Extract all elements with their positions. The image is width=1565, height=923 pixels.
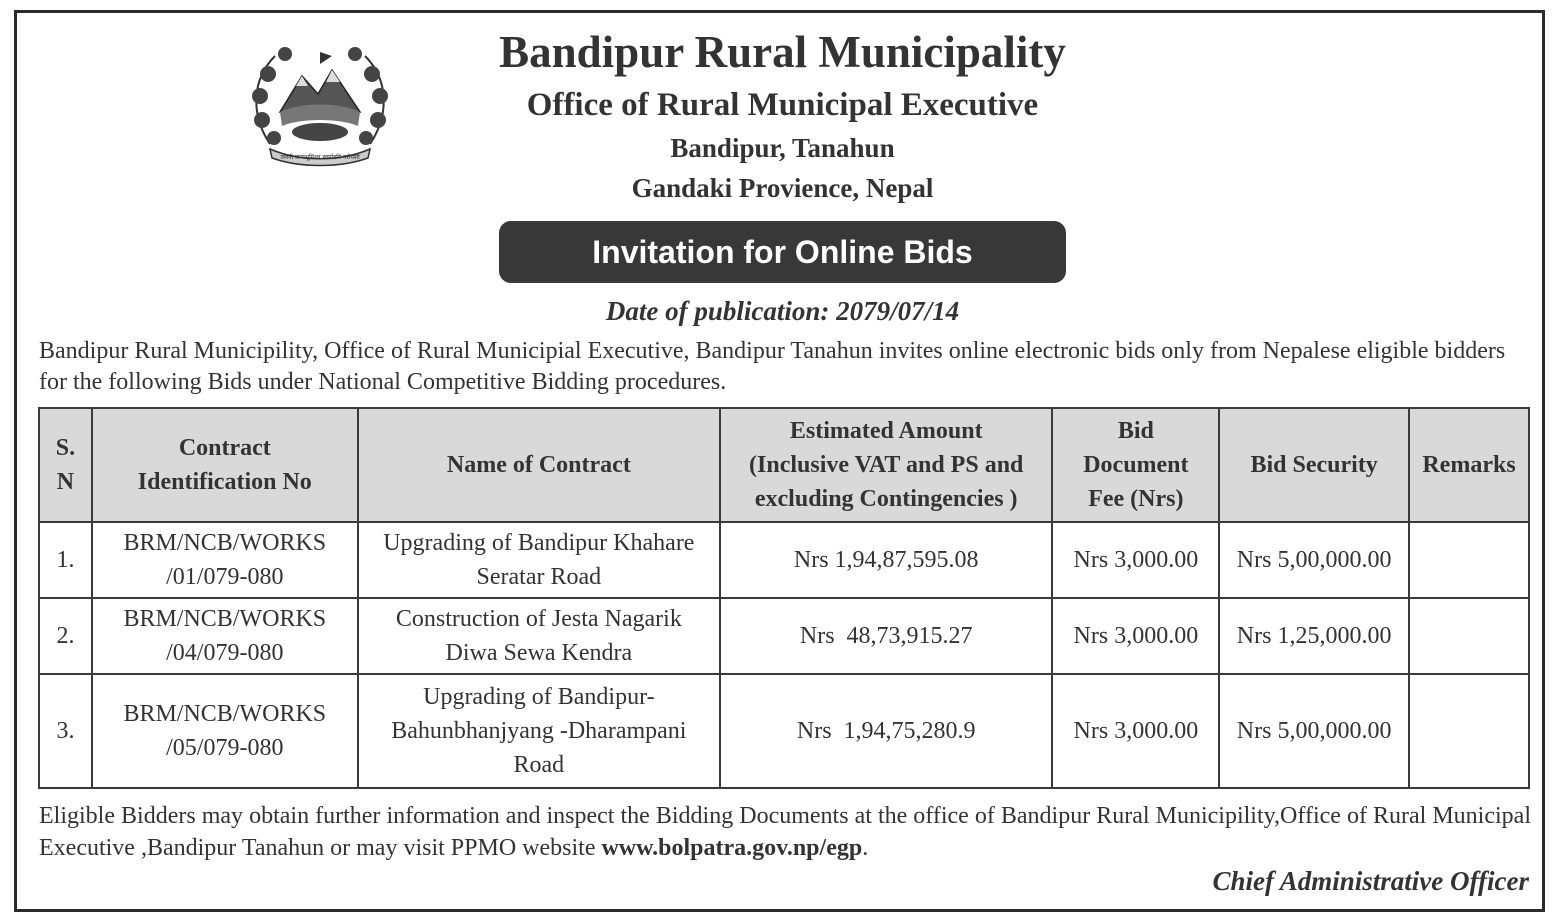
cell-fee: Nrs 3,000.00	[1052, 598, 1219, 674]
bids-table	[38, 407, 1530, 789]
cell-contract-id: BRM/NCB/WORKS /05/079-080	[92, 674, 358, 788]
cell-contract-id: BRM/NCB/WORKS /04/079-080	[92, 598, 358, 674]
signatory-title: Chief Administrative Officer	[1212, 866, 1529, 896]
header-sn: S. N	[39, 408, 92, 522]
cell-contract-name: Upgrading of Bandipur Khahare Seratar Road	[358, 522, 720, 598]
header-bid-security: Bid Security	[1219, 408, 1409, 522]
cell-remarks	[1409, 674, 1529, 788]
header-remarks: Remarks	[1409, 408, 1529, 522]
cell-remarks	[1409, 522, 1529, 598]
footer-text: Eligible Bidders may obtain further information and inspect the Bidding Documents at the office of Bandipur Rural Municipility,Office of Rural Municipal Executive ,Bandipur Tanahun or may visit PPMO website	[39, 803, 1531, 861]
address-line-1: Bandipur, Tanahun	[670, 133, 895, 163]
header-bid-document-fee: Bid Document Fee (Nrs)	[1052, 408, 1219, 522]
office-name: Office of Rural Municipal Executive	[526, 87, 1039, 123]
table-row	[39, 522, 1529, 598]
cell-contract-name: Upgrading of Bandipur- Bahunbhanjyang -Dharampani Road	[358, 674, 720, 788]
org-name: Bandipur Rural Municipality	[499, 27, 1066, 77]
cell-fee: Nrs 3,000.00	[1052, 522, 1219, 598]
publication-date: Date of publication: 2079/07/14	[605, 296, 960, 326]
header-estimated-amount: Estimated Amount (Inclusive VAT and PS and excluding Contingencies )	[720, 408, 1052, 522]
header-contract-name: Name of Contract	[358, 408, 720, 522]
cell-sn: 2.	[39, 598, 92, 674]
cell-security: Nrs 5,00,000.00	[1219, 522, 1409, 598]
ppmo-website-link[interactable]: www.bolpatra.gov.np/egp	[601, 835, 863, 861]
cell-sn: 1.	[39, 522, 92, 598]
footer-end: .	[862, 835, 869, 861]
cell-contract-name: Construction of Jesta Nagarik Diwa Sewa Kendra	[358, 598, 720, 674]
notice-title-banner: Invitation for Online Bids	[499, 221, 1066, 283]
header-contract-id: Contract Identification No	[92, 408, 358, 522]
table-header-row	[39, 408, 1529, 522]
cell-contract-id: BRM/NCB/WORKS /01/079-080	[92, 522, 358, 598]
table-row	[39, 674, 1529, 788]
emblem-motto: जननी जन्मभूमिश्च स्वर्गादपि गरीयसी	[280, 154, 360, 161]
cell-fee: Nrs 3,000.00	[1052, 674, 1219, 788]
cell-amount: Nrs 1,94,87,595.08	[720, 522, 1052, 598]
intro-paragraph: Bandipur Rural Municipility, Office of Rural Municipial Executive, Bandipur Tanahun invites online electronic bids only from Nepalese eligible bidders for the following Bids under National Competitive Bidding procedures.	[39, 338, 1506, 395]
cell-amount: Nrs 1,94,75,280.9	[720, 674, 1052, 788]
table-row	[39, 598, 1529, 674]
footer-paragraph	[39, 800, 1531, 864]
cell-amount: Nrs 48,73,915.27	[720, 598, 1052, 674]
cell-sn: 3.	[39, 674, 92, 788]
address-line-2: Gandaki Provience, Nepal	[631, 173, 934, 203]
cell-security: Nrs 5,00,000.00	[1219, 674, 1409, 788]
cell-remarks	[1409, 598, 1529, 674]
cell-security: Nrs 1,25,000.00	[1219, 598, 1409, 674]
